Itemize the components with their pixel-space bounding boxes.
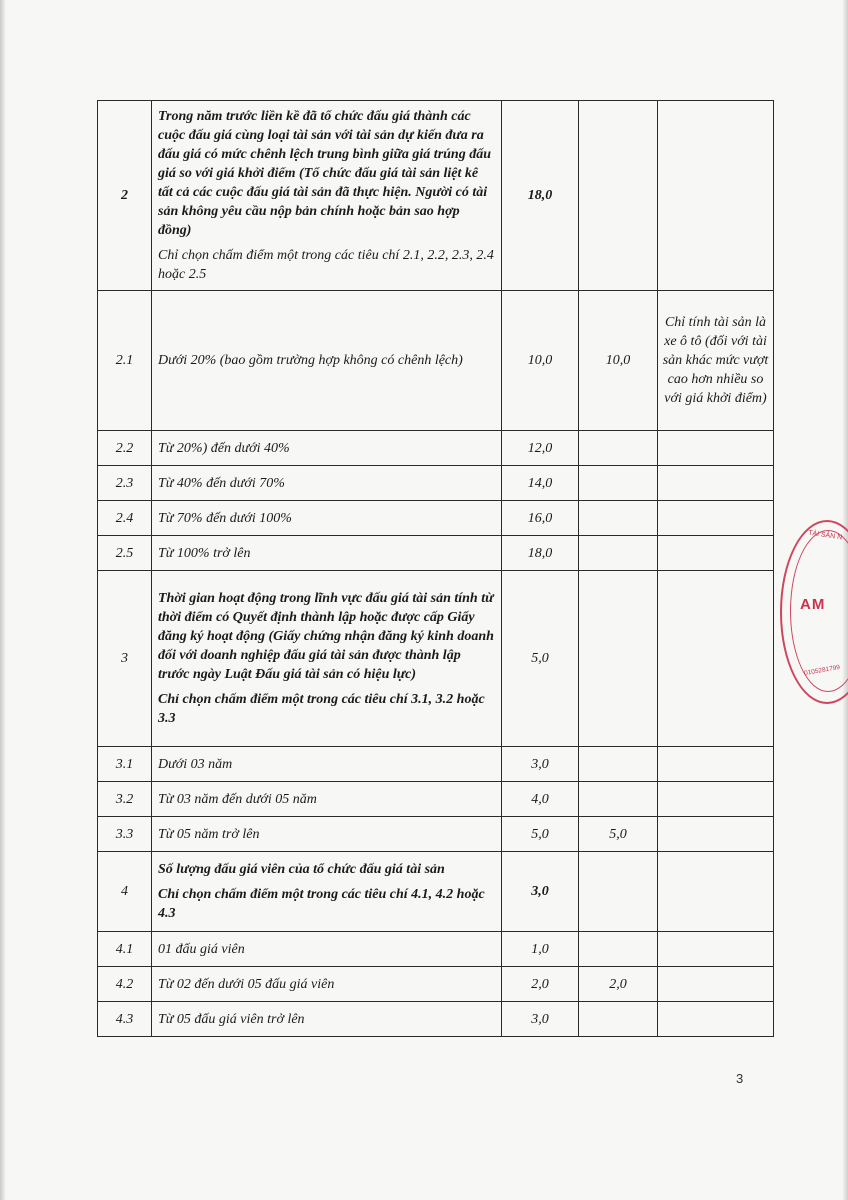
criterion-description [152, 571, 502, 747]
red-seal-stamp [780, 520, 848, 704]
max-score: 4,0 [502, 782, 579, 817]
table-row [98, 466, 774, 501]
table-row [98, 782, 774, 817]
max-score: 5,0 [502, 817, 579, 852]
stamp-text-bottom: 0105281799 [803, 663, 841, 678]
table-row [98, 571, 774, 747]
criterion-selection-note: Chỉ chọn chấm điểm một trong các tiêu chí 2.1, 2.2, 2.3, 2.4 hoặc 2.5 [158, 248, 494, 282]
criterion-number: 2.4 [98, 501, 152, 536]
max-score: 14,0 [502, 466, 579, 501]
criterion-description: Từ 20%) đến dưới 40% [152, 431, 502, 466]
max-score: 16,0 [502, 501, 579, 536]
criterion-text: Số lượng đấu giá viên của tổ chức đấu giá tài sản [158, 862, 445, 877]
criterion-description: Từ 05 đấu giá viên trở lên [152, 1002, 502, 1037]
max-score: 2,0 [502, 967, 579, 1002]
criterion-description [152, 101, 502, 291]
awarded-score [579, 932, 658, 967]
remark [658, 466, 774, 501]
criterion-description: Từ 100% trở lên [152, 536, 502, 571]
max-score: 18,0 [502, 101, 579, 291]
table-row [98, 852, 774, 932]
remark [658, 967, 774, 1002]
criterion-description: Từ 40% đến dưới 70% [152, 466, 502, 501]
stamp-text-top: TÀI SẢN N [807, 529, 843, 542]
criterion-description: Từ 70% đến dưới 100% [152, 501, 502, 536]
table-row [98, 967, 774, 1002]
table-row [98, 501, 774, 536]
criterion-description: Từ 02 đến dưới 05 đấu giá viên [152, 967, 502, 1002]
criterion-number: 4 [98, 852, 152, 932]
remark [658, 501, 774, 536]
criterion-number: 2 [98, 101, 152, 291]
criterion-description: Dưới 20% (bao gồm trường hợp không có chênh lệch) [152, 291, 502, 431]
remark [658, 852, 774, 932]
remark [658, 747, 774, 782]
awarded-score [579, 1002, 658, 1037]
remark [658, 782, 774, 817]
criterion-number: 2.1 [98, 291, 152, 431]
max-score: 3,0 [502, 1002, 579, 1037]
awarded-score [579, 536, 658, 571]
awarded-score [579, 852, 658, 932]
criterion-number: 4.1 [98, 932, 152, 967]
max-score: 10,0 [502, 291, 579, 431]
criterion-number: 2.2 [98, 431, 152, 466]
remark: Chỉ tính tài sản là xe ô tô (đối với tài sản khác mức vượt cao hơn nhiều so với giá khởi điểm) [658, 291, 774, 431]
awarded-score [579, 466, 658, 501]
max-score: 3,0 [502, 747, 579, 782]
table-row [98, 431, 774, 466]
page-number: 3 [736, 1071, 744, 1086]
awarded-score: 2,0 [579, 967, 658, 1002]
criterion-number: 4.3 [98, 1002, 152, 1037]
criterion-selection-note: Chỉ chọn chấm điểm một trong các tiêu chí 4.1, 4.2 hoặc 4.3 [158, 887, 485, 921]
criterion-number: 3.1 [98, 747, 152, 782]
awarded-score [579, 747, 658, 782]
criterion-number: 2.3 [98, 466, 152, 501]
criterion-number: 4.2 [98, 967, 152, 1002]
awarded-score [579, 101, 658, 291]
remark [658, 932, 774, 967]
table-row [98, 1002, 774, 1037]
criterion-number: 3.3 [98, 817, 152, 852]
awarded-score: 10,0 [579, 291, 658, 431]
remark [658, 101, 774, 291]
remark [658, 817, 774, 852]
criterion-text: Thời gian hoạt động trong lĩnh vực đấu giá tài sản tính từ thời điểm có Quyết định thành lập hoặc được cấp Giấy đăng ký hoạt động (Giấy chứng nhận đăng ký kinh doanh đối với doanh nghiệp đấu giá tài sản được thành lập trước ngày Luật Đấu giá tài sản có hiệu lực) [158, 591, 494, 682]
criterion-text: Trong năm trước liền kề đã tổ chức đấu giá thành các cuộc đấu giá cùng loại tài sản với tài sản dự kiến đưa ra đấu giá có mức chênh lệch trung bình giữa giá trúng đấu giá so với giá khởi điểm (Tổ chức đấu giá tài sản liệt kê tất cả các cuộc đấu giá tài sản đã thực hiện. Người có tài sản không yêu cầu nộp bản chính hoặc bản sao hợp đồng) [158, 109, 492, 238]
awarded-score [579, 431, 658, 466]
table-row [98, 536, 774, 571]
awarded-score [579, 782, 658, 817]
scoring-criteria-table [97, 100, 774, 1037]
stamp-text-middle: AM [800, 596, 826, 613]
awarded-score [579, 571, 658, 747]
table-row [98, 817, 774, 852]
max-score: 12,0 [502, 431, 579, 466]
page-edge-shadow-left [0, 0, 6, 1200]
remark [658, 431, 774, 466]
remark [658, 571, 774, 747]
criterion-description [152, 852, 502, 932]
table-row [98, 932, 774, 967]
max-score: 3,0 [502, 852, 579, 932]
max-score: 5,0 [502, 571, 579, 747]
awarded-score: 5,0 [579, 817, 658, 852]
table-row [98, 747, 774, 782]
table-row [98, 101, 774, 291]
criterion-description: 01 đấu giá viên [152, 932, 502, 967]
remark [658, 536, 774, 571]
max-score: 1,0 [502, 932, 579, 967]
max-score: 18,0 [502, 536, 579, 571]
remark [658, 1002, 774, 1037]
table-row [98, 291, 774, 431]
criterion-number: 3.2 [98, 782, 152, 817]
criterion-description: Từ 05 năm trở lên [152, 817, 502, 852]
criterion-number: 2.5 [98, 536, 152, 571]
criterion-number: 3 [98, 571, 152, 747]
criterion-description: Dưới 03 năm [152, 747, 502, 782]
criterion-description: Từ 03 năm đến dưới 05 năm [152, 782, 502, 817]
awarded-score [579, 501, 658, 536]
criterion-selection-note: Chỉ chọn chấm điểm một trong các tiêu chí 3.1, 3.2 hoặc 3.3 [158, 692, 485, 726]
